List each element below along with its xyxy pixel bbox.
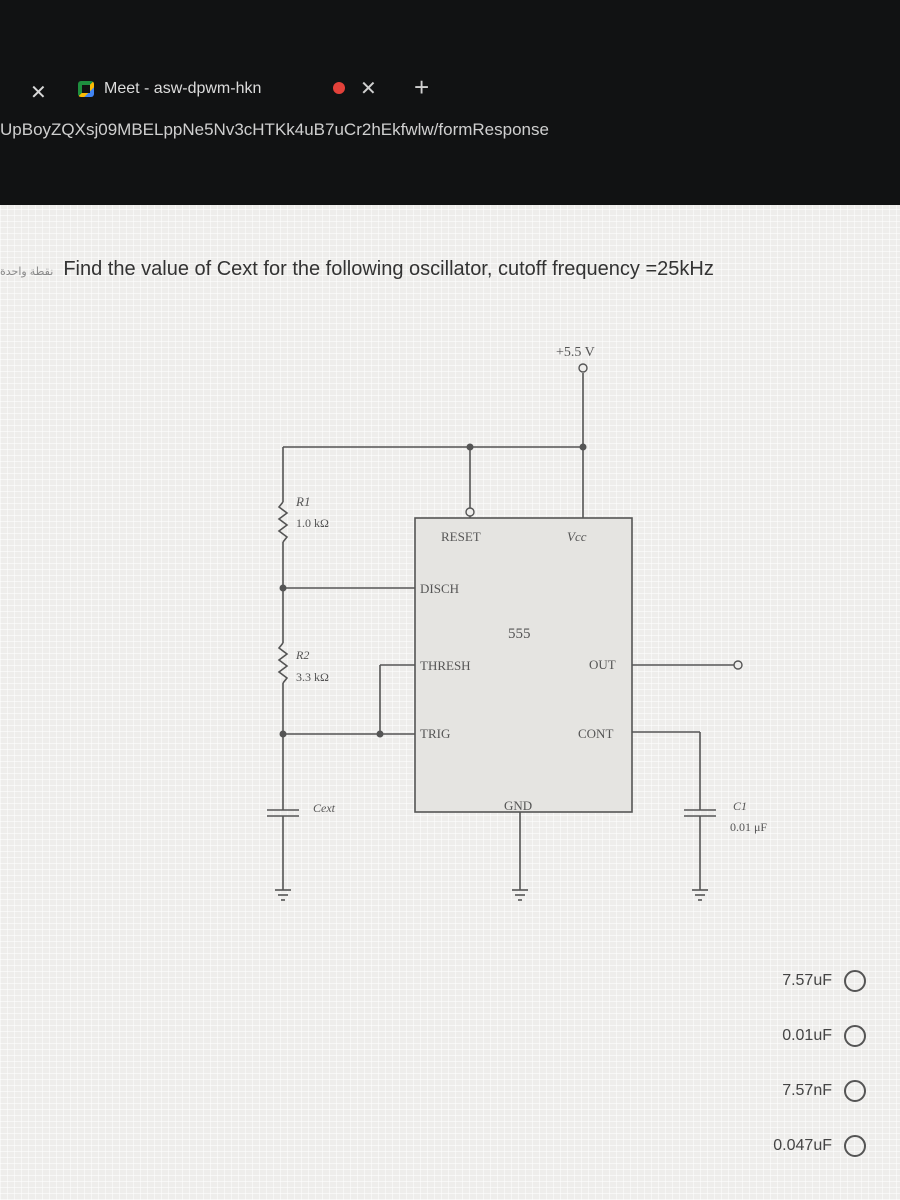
option-label: 7.57uF <box>782 971 832 989</box>
new-tab-button[interactable]: + <box>414 72 430 102</box>
supply-voltage-label: +5.5 V <box>556 345 595 360</box>
radio-button-icon[interactable] <box>844 1135 866 1157</box>
r2-value-label: 3.3 kΩ <box>296 670 329 684</box>
tab-title: Meet - asw-dpwm-hkn <box>104 80 262 97</box>
google-meet-icon <box>78 81 94 97</box>
option-label: 0.047uF <box>773 1136 832 1154</box>
radio-button-icon[interactable] <box>844 970 866 992</box>
option-7-57nF[interactable] <box>773 1063 866 1118</box>
c1-name-label: C1 <box>733 799 748 813</box>
address-bar-url[interactable]: UpBoyZQXsj09MBELppNe5Nv3cHTKk4uB7uCr2hEkfwlw/formResponse <box>0 120 549 139</box>
pin-thresh-label: THRESH <box>420 658 471 673</box>
pin-reset-label: RESET <box>441 529 481 544</box>
option-7-57uF[interactable] <box>773 953 866 1008</box>
r1-value-label: 1.0 kΩ <box>296 516 329 530</box>
r1-name-label: R1 <box>296 494 311 509</box>
pin-out-label: OUT <box>589 657 616 672</box>
radio-button-icon[interactable] <box>844 1080 866 1102</box>
option-0-01uF[interactable] <box>773 1008 866 1063</box>
pin-disch-label: DISCH <box>420 581 460 596</box>
option-0-047uF[interactable] <box>773 1118 866 1173</box>
browser-tab[interactable] <box>78 74 261 104</box>
points-label: نقطة واحدة <box>0 266 54 278</box>
oscillator-circuit-diagram <box>0 205 900 925</box>
pin-trig-label: TRIG <box>420 726 451 741</box>
tab-close-icon[interactable]: ✕ <box>360 78 377 100</box>
radio-button-icon[interactable] <box>844 1025 866 1047</box>
cext-name-label: Cext <box>313 801 335 815</box>
ic-number-label: 555 <box>508 626 531 642</box>
question-text: Find the value of Cext for the following oscillator, cutoff frequency =25kHz <box>63 258 714 280</box>
r2-name-label: R2 <box>296 648 310 662</box>
answer-options <box>773 953 866 1173</box>
pin-cont-label: CONT <box>578 726 614 741</box>
option-label: 7.57nF <box>782 1081 832 1099</box>
pin-vcc-label: Vcc <box>567 529 587 544</box>
option-label: 0.01uF <box>782 1026 832 1044</box>
recording-indicator-icon <box>333 82 345 94</box>
c1-value-label: 0.01 μF <box>730 820 768 834</box>
pin-gnd-label: GND <box>504 798 533 813</box>
browser-top-bar <box>0 0 900 205</box>
close-icon[interactable]: ✕ <box>30 82 47 104</box>
